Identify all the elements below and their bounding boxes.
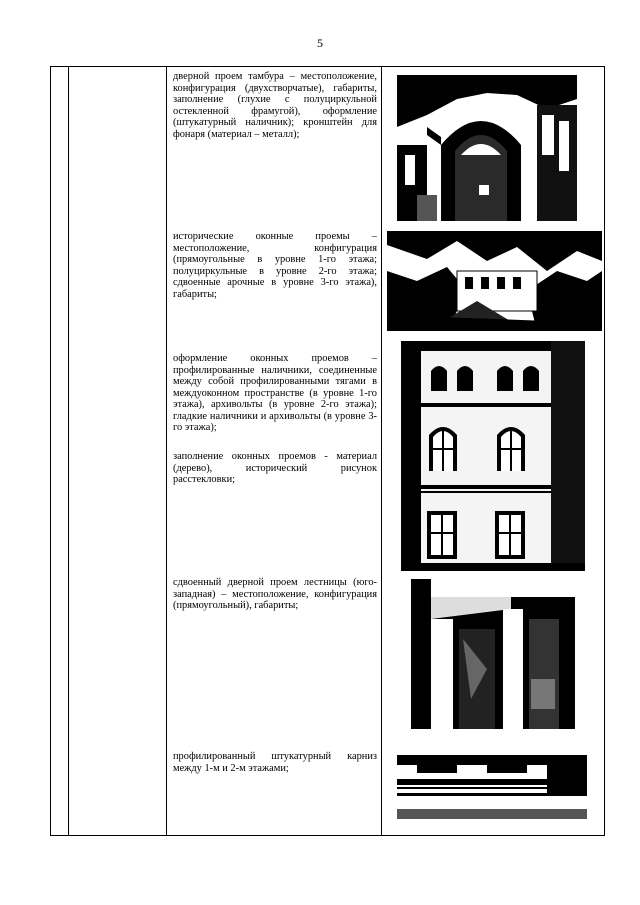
historic-windows-photo	[387, 231, 602, 331]
door-vestibule-photo	[397, 75, 577, 221]
row-5-description: профилированный штукатурный карниз между 1-м и 2-м этажами;	[173, 751, 377, 774]
row-2-description: исторические оконные проемы – местоположение, конфигурация (прямоугольные в уровне 1-го этажа; полуциркульные в уровне 2-го этажа; сдвоенные арочные в уровне 3-го этажа), габариты;	[173, 231, 377, 300]
double-door-staircase-photo	[411, 579, 575, 739]
row-4-description: сдвоенный дверной проем лестницы (юго-западная) – местоположение, конфигурация (прямоугольный), габариты;	[173, 577, 377, 611]
row-1-description: дверной проем тамбура – местоположение, конфигурация (двухстворчатые), габариты, заполнение (глухие с полуциркульной остекленной фрамугой), оформление (штукатурный наличник); кронштейн для фонаря (материал – металл);	[173, 71, 377, 140]
heritage-elements-table	[50, 66, 605, 836]
cornice-photo	[397, 755, 587, 819]
page-number: 5	[317, 36, 323, 50]
row-3-description-extra: заполнение оконных проемов - материал (дерево), исторический рисунок расстекловки;	[173, 451, 377, 485]
column-divider	[68, 67, 69, 835]
column-divider	[166, 67, 167, 835]
window-decoration-photo	[401, 341, 585, 571]
row-3-description: оформление оконных проемов – профилированные наличники, соединенные между собой профилированными тягами в междуоконном пространстве (в уровне 1-го этажа), архивольты (в уровне 2-го этажа); гладкие наличники и архивольты (в уровне 3-го этажа);	[173, 353, 377, 433]
column-divider	[381, 67, 382, 835]
